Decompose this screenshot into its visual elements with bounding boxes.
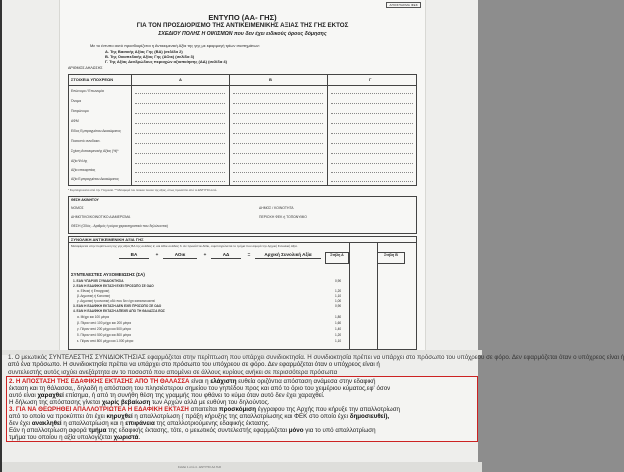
- page-footer-strip: [2, 462, 482, 472]
- coefficient-item: 2. ΕΑΝ Η ΕΔΑΦΙΚΗ ΕΚΤΑΣΗ ΕΧΕΙ ΠΡΟΣΩΠΟ ΣΕ ΟΔΟ: [73, 284, 154, 288]
- col-c-heading: Γ: [369, 77, 372, 82]
- table-row-label: Αξία Ψιλής: [71, 159, 88, 163]
- fill-line[interactable]: [135, 113, 225, 114]
- fill-line[interactable]: [331, 163, 413, 164]
- form-page: [60, 0, 425, 350]
- table-row-label: Αξία επικαρπίας: [71, 168, 96, 172]
- fill-line[interactable]: [233, 163, 323, 164]
- coefficient-item: 1. ΕΑΝ ΥΠΑΡΧΕΙ ΣΥΝΙΔΙΟΚΤΗΣΙΑ: [73, 279, 124, 283]
- option-a: Α. Της Βασικής Αξίας Γης (ΒΑ) (σελίδα 2): [105, 49, 183, 54]
- scanned-page: [2, 0, 624, 472]
- fill-line[interactable]: [233, 103, 323, 104]
- form-intro: Με το έντυπο αυτό προσδιορίζεται η Αντικειμενική Αξία της γης με εφαρμογή τρίων συστημάτων:: [90, 43, 260, 48]
- coefficient-item: 3. ΕΑΝ Η ΕΔΑΦΙΚΗ ΕΚΤΑΣΗ ΔΕΝ ΕΧΕΙ ΠΡΟΣΩΠΟ ΣΕ ΟΔΟ: [73, 304, 162, 308]
- note-3-line1: 3. ΓΙΑ ΝΑ ΘΕΩΡΗΘΕΙ ΑΠΑΛΛΟΤΡΙΩΤΕΑ Η ΕΔΑΦΙΚΗ ΕΚΤΑΣΗ απαιτείται προσκόμιση έγγραφου της Αρχής που κήρυξε την απαλλοτρίωση: [9, 406, 400, 413]
- table-row-label: Επώνυμο / Επωνυμία: [71, 89, 104, 93]
- notes-fragment-line: από ένα πρόσωπο. Η συνιδιοκτησία πρέπει να υπάρχει στο πρόσωπο του υπόχρεου σε φόρο. Δεν εφαρμόζεται όταν ο υπόχρεος είναι ή: [8, 361, 380, 368]
- formula-plus: +: [155, 252, 159, 257]
- note-3-line4: Εάν η απαλλοτρίωση αφορά τμήμα της εδαφικής έκτασης, τότε, ο μειωτικός συντελεστής εφαρμόζεται μόνο για το υπό απαλλοτρίωση: [9, 427, 376, 434]
- property-location-caption: ΘΕΣΗ ΑΚΙΝΗΤΟΥ: [71, 198, 99, 202]
- fill-line[interactable]: [331, 123, 413, 124]
- table-row-label: Είδος Εμπραγμάτου Δικαιώματος: [71, 129, 121, 133]
- fill-line[interactable]: [233, 133, 323, 134]
- notes-fragment-top: 1. Ο μειωτικός ΣΥΝΤΕΛΕΣΤΗΣ ΣΥΝΙΔΙΟΚΤΗΣΙΑΣ εφαρμόζεται στην περίπτωση που υπάρχει συνιδιοκτησία. Η συνιδιοκτησία πρέπει να υπάρχει στο πρόσωπο του υπόχρεου σε φόρο. Δεν εφαρμόζεται όταν ο υπόχρεος είναι ή: [8, 354, 624, 361]
- fill-line[interactable]: [135, 163, 225, 164]
- fill-line[interactable]: [135, 172, 225, 173]
- table-divider: [327, 75, 328, 185]
- location-field-label: ΠΕΡΙΟΧΗ ΦΕΚ ή ΤΟΠΩΝΥΜΙΟ: [259, 215, 307, 219]
- page-footer-text: Σελίδα 1 από 4 - ΕΝΤΥΠΟ ΑΑ ΓΗΣ: [178, 465, 222, 469]
- coefficient-value: 1,80: [335, 315, 342, 319]
- note-2-line1: 2. Η ΑΠΟΣΤΑΣΗ ΤΗΣ ΕΔΑΦΙΚΗΣ ΕΚΤΑΣΗΣ ΑΠΟ ΤΗ ΘΑΛΑΣΣΑ είναι η ελάχιστη ευθεία οριζόντια απόσταση ανάμεσα στην εδαφική: [9, 378, 376, 385]
- coefficient-value: 1,40: [335, 327, 342, 331]
- fill-line[interactable]: [233, 143, 323, 144]
- coefficient-value: 1,10: [335, 294, 342, 298]
- coefficient-item: α. Μέχρι και 100 μέτρα: [77, 315, 110, 319]
- note-2-line2: έκταση και τη θάλασσα,, δηλαδή η απόσταση του πλησιέστερου σημείου του γηπέδου προς και από το όριο του χειμέριου κύματος,εφ' όσον: [9, 385, 391, 392]
- formula-total: Αρχική Συνολική Αξία: [255, 252, 321, 264]
- table-footnote: * Συμπληρώνεται από την Υπηρεσία. ** Μεταφορά του τελικού ποσού της αξίας, όπως προκύπτει από το ΕΝΤΥΠΟ αυτό.: [68, 188, 218, 192]
- fill-line[interactable]: [233, 153, 323, 154]
- notes-fragment-line2: συντελεστής αυτός ισχύει ανεξάρτητα αν το ποσοστό που απομένει σε άλλους κυρίους ανήκει σε περισσότερα πρόσωπα: [8, 369, 338, 376]
- form-title-line3: ΣΧΕΔΙΟΥ ΠΟΛΗΣ Η ΟΙΚΙΣΜΩΝ που δεν έχει ειδικούς όρους δόμησης: [158, 31, 327, 37]
- coefficient-value: 1,10: [335, 339, 342, 343]
- fill-line[interactable]: [331, 93, 413, 94]
- table-row-label: Σχέση Αντικειμενικής Αξίας (%)*: [71, 149, 119, 153]
- table-divider: [349, 243, 350, 349]
- location-field-label: ΝΟΜΟΣ: [71, 206, 84, 210]
- fill-line[interactable]: [331, 103, 413, 104]
- formula-term-ad: ΑΔ: [211, 252, 241, 264]
- owners-table: [68, 74, 417, 186]
- total-value-section-title: ΣΥΝΟΛΙΚΗ ΑΝΤΙΚΕΙΜΕΝΙΚΗ ΑΞΙΑ ΓΗΣ: [69, 237, 416, 243]
- option-b: Β. Της Οικοπεδικής Αξίας Γης (ΑΟικ) (σελίδα 3): [105, 54, 195, 59]
- fill-line[interactable]: [135, 123, 225, 124]
- note-2-heading: 2. Η ΑΠΟΣΤΑΣΗ ΤΗΣ ΕΔΑΦΙΚΗΣ ΕΚΤΑΣΗΣ ΑΠΟ ΤΗ ΘΑΛΑΣΣΑ: [9, 378, 190, 385]
- table-row-label: ΑΦΜ: [71, 119, 79, 123]
- form-code-box: ΑΠΟΣΠΑΣΜΑ ΦΕΚ: [386, 2, 421, 8]
- declaration-number-label: ΑΡΙΘΜΟΣ ΔΗΛΩΣΗΣ: [68, 66, 103, 70]
- coefficient-value: 0,90: [335, 304, 342, 308]
- formula-plus: +: [203, 252, 207, 257]
- total-value-instructions: Μεταφέρεται στην περίπτωση της γης αξίας ΒΑ της σελίδας 2, και ΑΟικ σελίδας 3. Αν προκύπτει ΑΟικ, συμπληρώνεται το τμήμα που αφορά την Αρχική Συνολική Αξία.: [71, 244, 298, 248]
- table-row-label: Πατρώνυμο: [71, 109, 89, 113]
- table-row-label: Αξία Εμπραγμάτου Δικαιώματος: [71, 177, 120, 181]
- formula-term-ba: ΒΑ: [119, 252, 149, 264]
- form-title: ΕΝΤΥΠΟ (ΑΑ- ΓΗΣ): [208, 13, 277, 22]
- notes-panel: [6, 376, 478, 442]
- note-3-line2: από το οποίο να προκύπτει ότι έχει κηρυχθεί η απαλλοτρίωση ( πράξη κήρυξης της απαλλοτρίωσης και ΦΕΚ στο οποίο έχει δημοσιευθεί),: [9, 413, 390, 420]
- fill-line[interactable]: [135, 133, 225, 134]
- table-divider: [131, 75, 132, 185]
- fill-line[interactable]: [135, 181, 225, 182]
- formula-term-aoik: ΑΟικ: [163, 252, 197, 264]
- coefficient-item: δ. Πέραν από 500 μέχρι και 800 μέτρα: [77, 333, 132, 337]
- coefficient-item: γ. Πέραν από 200 μέχρι και 500 μέτρα: [77, 327, 131, 331]
- fill-line[interactable]: [233, 93, 323, 94]
- table-row-label: Ποσοστό συνιδιοκτ.: [71, 139, 101, 143]
- form-title-line2: ΓΙΑ ΤΟΝ ΠΡΟΣΔΙΟΡΙΣΜΟ ΤΗΣ ΑΝΤΙΚΕΙΜΕΝΙΚΗΣ ΑΞΙΑΣ ΤΗΣ ΓΗΣ ΕΚΤΟΣ: [136, 22, 349, 29]
- coefficient-item: ε. Πέραν από 800 μέχρι και 1.000 μέτρα: [77, 339, 134, 343]
- note-2-line4: Η δήλωση της απόστασης γίνεται χωρίς βεβαίωση των Αρχών αλλά με ευθύνη του δηλούντος.: [9, 399, 270, 406]
- fill-line[interactable]: [135, 153, 225, 154]
- col-b-heading: Β: [269, 77, 272, 82]
- fill-line[interactable]: [135, 143, 225, 144]
- note-2-line3: αυτό είναι χαραχθεί επίσημα, ή από τη συνήθη θέση της γραμμής που φθάνει το κύμα όταν αυτό δεν έχει χαραχθεί.: [9, 392, 325, 399]
- location-field-label: ΔΗΜΟΤΙΚΟ/ΚΟΙΝΟΤΙΚΟ ΔΙΑΜΕΡΙΣΜΑ: [71, 215, 131, 219]
- fill-line[interactable]: [331, 172, 413, 173]
- coefficient-value: 0,90: [335, 279, 342, 283]
- owners-table-caption: ΣΤΟΙΧΕΙΑ ΥΠΟΧΡΕΩΝ: [71, 77, 114, 82]
- fill-line[interactable]: [331, 153, 413, 154]
- fill-line[interactable]: [331, 143, 413, 144]
- column-a-box: Στήλη Α: [325, 252, 349, 264]
- fill-line[interactable]: [233, 113, 323, 114]
- coefficient-item: β. Πέραν από 100 μέχρι και 200 μέτρα: [77, 321, 132, 325]
- fill-line[interactable]: [331, 181, 413, 182]
- column-b-box: Στήλη Β: [377, 252, 405, 264]
- note-3-heading: 3. ΓΙΑ ΝΑ ΘΕΩΡΗΘΕΙ ΑΠΑΛΛΟΤΡΙΩΤΕΑ Η ΕΔΑΦΙΚΗ ΕΚΤΑΣΗ: [9, 406, 189, 413]
- location-field-label: ΘΕΣΗ (Οδός - Αριθμός ή κύρια χαρακτηριστικά που δηλώνονται): [71, 224, 168, 228]
- property-location-table: [68, 196, 417, 234]
- coefficient-item: 4. ΕΑΝ Η ΕΔΑΦΙΚΗ ΕΚΤΑΣΗ ΑΠΕΧΕΙ ΑΠΟ ΤΗ ΘΑΛΑΣΣΑ ΕΩΣ: [73, 309, 165, 313]
- note-3-line3: δεν έχει ανακληθεί η απαλλοτρίωση και η επιφάνεια της απαλλοτριούμενης εδαφικής έκτασης.: [9, 420, 270, 427]
- coefficient-value: 1,00: [335, 299, 342, 303]
- coefficient-item: α. Εθνική ή Επαρχιακή: [77, 289, 110, 293]
- fill-line[interactable]: [135, 103, 225, 104]
- location-field-label: ΔΗΜΟΣ / ΚΟΙΝΟΤΗΤΑ: [259, 206, 294, 210]
- table-row-label: Όνομα: [71, 99, 82, 103]
- coefficient-item: β. Δημοτική ή Κοινοτική: [77, 294, 110, 298]
- col-a-heading: Α: [179, 77, 182, 82]
- option-c: Γ. Της Αξίας Δενδρώδους περιοχών αξιοποίησης (ΑΔ) (σελίδα 4): [105, 59, 227, 64]
- coefficient-item: γ. Δημοτική ή κοινοτική οδό που δεν έχει κατασκευαστεί: [77, 299, 156, 303]
- fill-line[interactable]: [331, 113, 413, 114]
- form-options: [105, 49, 227, 64]
- fill-line[interactable]: [233, 172, 323, 173]
- fill-line[interactable]: [331, 133, 413, 134]
- owners-table-header: [69, 75, 416, 86]
- formula-equals: =: [247, 252, 251, 257]
- coefficient-value: 1,20: [335, 333, 342, 337]
- coefficients-heading: ΣΥΝΤΕΛΕΣΤΕΣ ΑΥΞΟΜΕΙΩΣΗΣ (ΣΑ): [71, 272, 145, 277]
- fill-line[interactable]: [135, 93, 225, 94]
- coefficient-value: 1,20: [335, 289, 342, 293]
- fill-line[interactable]: [233, 123, 323, 124]
- fill-line[interactable]: [233, 181, 323, 182]
- total-value-table: [68, 236, 417, 350]
- table-divider: [229, 75, 230, 185]
- table-divider: [377, 243, 378, 349]
- coefficient-value: 1,60: [335, 321, 342, 325]
- note-3-line5: τμήμα του οποίου η αξία υπολογίζεται χωριστά.: [9, 434, 141, 441]
